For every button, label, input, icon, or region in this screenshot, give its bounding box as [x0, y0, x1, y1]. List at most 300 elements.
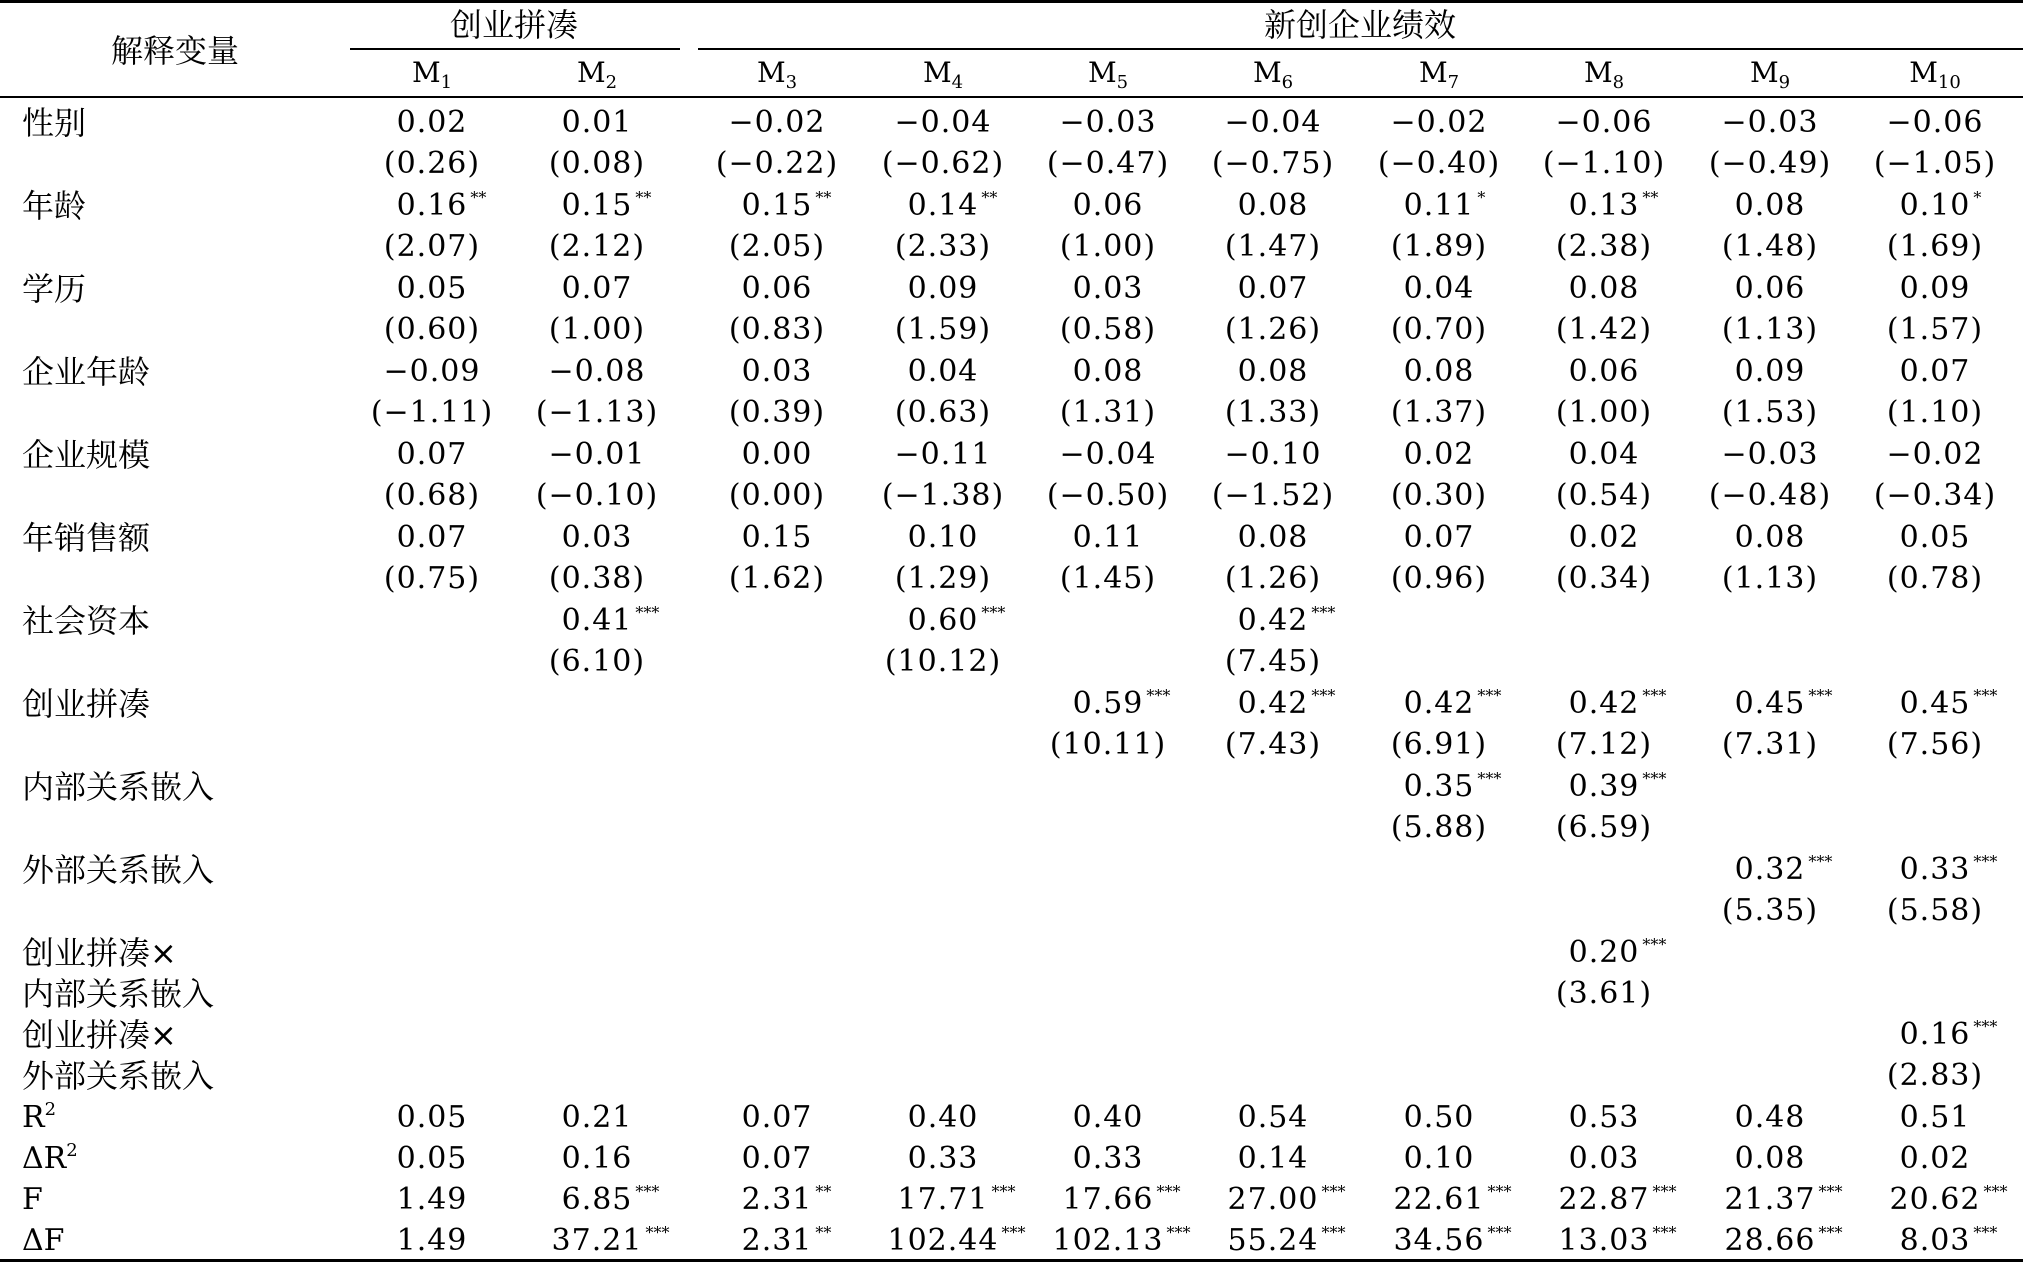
- row-label: 性别: [22, 104, 87, 142]
- stat-cell: [1404, 1099, 1475, 1137]
- t-statistic-cell: (−1.52): [1211, 478, 1335, 513]
- coefficient-cell: [1403, 187, 1486, 225]
- t-statistic-cell: (5.35): [1721, 893, 1819, 928]
- stat-cell: [551, 1222, 670, 1260]
- row-label: 年龄: [22, 187, 87, 225]
- significance-stars: **: [815, 1182, 832, 1201]
- coefficient-value: 0.32: [1734, 852, 1806, 887]
- coefficient-value: 0.42: [1237, 603, 1309, 638]
- t-statistic-cell: (1.29): [894, 561, 992, 596]
- significance-stars: *: [1477, 188, 1486, 207]
- coefficient-value: 0.11: [1403, 188, 1475, 223]
- stat-value: 55.24: [1227, 1223, 1319, 1258]
- model-letter: M: [411, 56, 441, 89]
- coefficient-value: −0.08: [548, 354, 646, 389]
- coefficient-value: 0.04: [1568, 437, 1640, 472]
- t-statistic-cell: (0.38): [548, 561, 646, 596]
- stat-cell: [1558, 1222, 1677, 1260]
- coefficient-value: 0.59: [1072, 686, 1144, 721]
- coefficient-cell: [1060, 436, 1157, 474]
- model-subscript: 5: [1116, 72, 1129, 93]
- coefficient-cell: [1887, 436, 1984, 474]
- t-statistic-cell: (−1.13): [535, 395, 659, 430]
- significance-stars: ***: [1983, 1182, 2008, 1201]
- coefficient-value: 0.07: [1899, 354, 1971, 389]
- t-statistic-cell: (0.83): [728, 312, 826, 347]
- coefficient-cell: [1568, 685, 1667, 723]
- coefficient-cell: [561, 602, 660, 640]
- t-statistic-cell: (0.58): [1059, 312, 1157, 347]
- stat-value: 1.49: [396, 1182, 468, 1217]
- model-subscript: 10: [1937, 72, 1961, 93]
- stat-cell: [887, 1222, 1026, 1260]
- t-statistic-cell: (−1.10): [1542, 146, 1666, 181]
- coefficient-value: 0.09: [1899, 271, 1971, 306]
- stat-label-text: ΔR: [22, 1141, 67, 1176]
- row-label: 创业拼凑×: [22, 1016, 177, 1054]
- stat-value: 6.85: [561, 1182, 633, 1217]
- coefficient-value: 0.06: [741, 271, 813, 306]
- t-statistic-cell: (2.38): [1555, 229, 1653, 264]
- stat-value: 2.31: [741, 1182, 813, 1217]
- model-letter: M: [1087, 56, 1117, 89]
- t-statistic-cell: (1.26): [1224, 561, 1322, 596]
- coefficient-value: −0.09: [383, 354, 481, 389]
- stat-cell: [1899, 1222, 1998, 1260]
- table-header-rule: [0, 96, 2023, 98]
- stat-value: 0.40: [907, 1100, 979, 1135]
- stat-cell: [1735, 1140, 1806, 1178]
- coefficient-cell: [1238, 187, 1309, 225]
- coefficient-value: 0.08: [1734, 520, 1806, 555]
- coefficient-cell: [1238, 519, 1309, 557]
- t-statistic-cell: (0.70): [1390, 312, 1488, 347]
- coefficient-value: 0.02: [396, 105, 468, 140]
- t-statistic-cell: (1.48): [1721, 229, 1819, 264]
- coefficient-value: 0.06: [1734, 271, 1806, 306]
- coefficient-value: 0.60: [907, 603, 979, 638]
- significance-stars: ***: [1808, 686, 1833, 705]
- model-header: [1750, 54, 1790, 92]
- stat-label-superscript: 2: [66, 1140, 78, 1161]
- coefficient-cell: [1403, 768, 1502, 806]
- coefficient-value: 0.07: [1237, 271, 1309, 306]
- coefficient-cell: [1556, 104, 1653, 142]
- coefficient-cell: [1569, 519, 1640, 557]
- model-header: [1088, 54, 1128, 92]
- significance-stars: ***: [1652, 1223, 1677, 1242]
- stat-cell: [1227, 1222, 1346, 1260]
- stat-cell: [908, 1099, 979, 1137]
- group-header-performance: 新创企业绩效: [1263, 6, 1457, 44]
- t-statistic-cell: (1.00): [1059, 229, 1157, 264]
- model-letter: M: [576, 56, 606, 89]
- coefficient-cell: [1403, 685, 1502, 723]
- coefficient-value: −0.04: [1059, 437, 1157, 472]
- stat-cell: [562, 1140, 633, 1178]
- stat-value: 22.61: [1393, 1182, 1485, 1217]
- coefficient-cell: [1072, 685, 1171, 723]
- significance-stars: **: [1642, 188, 1659, 207]
- stat-value: 0.03: [1568, 1141, 1640, 1176]
- significance-stars: **: [981, 188, 998, 207]
- significance-stars: ***: [1642, 769, 1667, 788]
- coefficient-cell: [1735, 353, 1806, 391]
- coefficient-value: 0.41: [561, 603, 633, 638]
- coefficient-cell: [1569, 353, 1640, 391]
- t-statistic-cell: (7.56): [1886, 727, 1984, 762]
- t-statistic-cell: (−0.50): [1046, 478, 1170, 513]
- stat-cell: [1735, 1099, 1806, 1137]
- stat-cell: [1558, 1181, 1677, 1219]
- stat-cell: [1393, 1222, 1512, 1260]
- significance-stars: ***: [1311, 686, 1336, 705]
- t-statistic-cell: (3.61): [1555, 976, 1653, 1011]
- coefficient-cell: [1735, 519, 1806, 557]
- t-statistic-cell: (2.33): [894, 229, 992, 264]
- coefficient-cell: [1899, 851, 1998, 889]
- stat-value: 8.03: [1899, 1223, 1971, 1258]
- significance-stars: ***: [991, 1182, 1016, 1201]
- model-letter: M: [1252, 56, 1282, 89]
- coefficient-cell: [1404, 353, 1475, 391]
- coefficient-value: 0.39: [1568, 769, 1640, 804]
- stat-value: 0.02: [1899, 1141, 1971, 1176]
- significance-stars: ***: [1973, 852, 1998, 871]
- coefficient-cell: [384, 353, 481, 391]
- coefficient-value: −0.06: [1555, 105, 1653, 140]
- coefficient-value: 0.16: [396, 188, 468, 223]
- t-statistic-cell: (1.13): [1721, 561, 1819, 596]
- coefficient-value: 0.03: [561, 520, 633, 555]
- coefficient-value: −0.04: [1224, 105, 1322, 140]
- model-subscript: 8: [1612, 72, 1625, 93]
- coefficient-cell: [1238, 270, 1309, 308]
- t-statistic-cell: (0.54): [1555, 478, 1653, 513]
- t-statistic-cell: (1.00): [548, 312, 646, 347]
- stat-value: 0.33: [907, 1141, 979, 1176]
- significance-stars: ***: [1818, 1223, 1843, 1242]
- t-statistic-cell: (1.00): [1555, 395, 1653, 430]
- significance-stars: **: [635, 188, 652, 207]
- coefficient-cell: [1073, 270, 1144, 308]
- coefficient-value: −0.03: [1721, 437, 1819, 472]
- coefficient-cell: [1404, 270, 1475, 308]
- coefficient-value: 0.10: [907, 520, 979, 555]
- t-statistic-cell: (5.58): [1886, 893, 1984, 928]
- stat-cell: [1724, 1181, 1843, 1219]
- row-label: 外部关系嵌入: [22, 851, 215, 889]
- stat-value: 0.14: [1237, 1141, 1309, 1176]
- model-header: [1419, 54, 1459, 92]
- stat-value: 2.31: [741, 1223, 813, 1258]
- t-statistic-cell: (1.53): [1721, 395, 1819, 430]
- stat-cell: [1227, 1181, 1346, 1219]
- stat-cell: [1073, 1140, 1144, 1178]
- t-statistic-cell: (1.10): [1886, 395, 1984, 430]
- coefficient-cell: [1391, 104, 1488, 142]
- t-statistic-cell: (−0.10): [535, 478, 659, 513]
- stat-label: [22, 1222, 64, 1260]
- t-statistic-cell: (0.39): [728, 395, 826, 430]
- t-statistic-cell: (1.47): [1224, 229, 1322, 264]
- stat-cell: [1900, 1140, 1971, 1178]
- coefficient-value: 0.45: [1899, 686, 1971, 721]
- row-label: 外部关系嵌入: [22, 1057, 215, 1095]
- coefficient-value: 0.08: [1403, 354, 1475, 389]
- coefficient-cell: [397, 436, 468, 474]
- coefficient-cell: [1735, 270, 1806, 308]
- coefficient-cell: [562, 270, 633, 308]
- coefficient-value: −0.02: [728, 105, 826, 140]
- significance-stars: ***: [1973, 1017, 1998, 1036]
- coefficient-cell: [1237, 685, 1336, 723]
- coefficient-cell: [1900, 519, 1971, 557]
- coefficient-value: 0.08: [1237, 520, 1309, 555]
- stat-cell: [1724, 1222, 1843, 1260]
- coefficient-cell: [1722, 436, 1819, 474]
- t-statistic-cell: (0.08): [548, 146, 646, 181]
- stat-cell: [1404, 1140, 1475, 1178]
- stat-value: 0.33: [1072, 1141, 1144, 1176]
- stat-value: 0.48: [1734, 1100, 1806, 1135]
- stat-value: 0.53: [1568, 1100, 1640, 1135]
- stat-label: [22, 1181, 43, 1219]
- t-statistic-cell: (−0.22): [715, 146, 839, 181]
- coefficient-value: 0.35: [1403, 769, 1475, 804]
- t-statistic-cell: (−0.47): [1046, 146, 1170, 181]
- coefficient-cell: [1225, 104, 1322, 142]
- row-label: 内部关系嵌入: [22, 768, 215, 806]
- stat-label-text: ΔF: [22, 1223, 65, 1258]
- coefficient-value: 0.02: [1403, 437, 1475, 472]
- coefficient-cell: [1238, 353, 1309, 391]
- stat-cell: [1393, 1181, 1512, 1219]
- stat-value: 21.37: [1724, 1182, 1816, 1217]
- model-header: [757, 54, 797, 92]
- significance-stars: ***: [1477, 686, 1502, 705]
- significance-stars: ***: [635, 1182, 660, 1201]
- model-subscript: 6: [1281, 72, 1294, 93]
- coefficient-value: 0.33: [1899, 852, 1971, 887]
- coefficient-value: 0.13: [1568, 188, 1640, 223]
- significance-stars: ***: [1642, 686, 1667, 705]
- t-statistic-cell: (1.13): [1721, 312, 1819, 347]
- coefficient-value: 0.42: [1403, 686, 1475, 721]
- coefficient-cell: [907, 602, 1006, 640]
- coefficient-cell: [562, 519, 633, 557]
- stat-cell: [1569, 1099, 1640, 1137]
- coefficient-cell: [908, 270, 979, 308]
- coefficient-cell: [1073, 353, 1144, 391]
- coefficient-value: 0.15: [741, 520, 813, 555]
- significance-stars: ***: [981, 603, 1006, 622]
- model-letter: M: [1418, 56, 1448, 89]
- coefficient-value: 0.03: [1072, 271, 1144, 306]
- t-statistic-cell: (−1.38): [881, 478, 1005, 513]
- stat-cell: [1238, 1099, 1309, 1137]
- t-statistic-cell: (0.63): [894, 395, 992, 430]
- significance-stars: ***: [1973, 686, 1998, 705]
- significance-stars: **: [470, 188, 487, 207]
- significance-stars: ***: [1321, 1182, 1346, 1201]
- stat-value: 13.03: [1558, 1223, 1650, 1258]
- coefficient-cell: [1735, 187, 1806, 225]
- stat-cell: [1569, 1140, 1640, 1178]
- coefficient-value: 0.07: [396, 437, 468, 472]
- stat-value: 22.87: [1558, 1182, 1650, 1217]
- coefficient-value: 0.09: [907, 271, 979, 306]
- stat-cell: [1900, 1099, 1971, 1137]
- significance-stars: ***: [1973, 1223, 1998, 1242]
- significance-stars: ***: [635, 603, 660, 622]
- significance-stars: ***: [1311, 603, 1336, 622]
- t-statistic-cell: (0.34): [1555, 561, 1653, 596]
- t-statistic-cell: (1.89): [1390, 229, 1488, 264]
- coefficient-cell: [1900, 353, 1971, 391]
- model-letter: M: [1749, 56, 1779, 89]
- coefficient-value: 0.08: [1237, 188, 1309, 223]
- coefficient-value: 0.05: [1899, 520, 1971, 555]
- t-statistic-cell: (6.59): [1555, 810, 1653, 845]
- coefficient-value: −0.04: [894, 105, 992, 140]
- significance-stars: ***: [1808, 852, 1833, 871]
- coefficient-value: −0.02: [1390, 105, 1488, 140]
- stat-label: [22, 1140, 78, 1178]
- coefficient-cell: [742, 519, 813, 557]
- model-subscript: 2: [605, 72, 618, 93]
- stat-cell: [397, 1222, 468, 1260]
- stat-value: 0.51: [1899, 1100, 1971, 1135]
- model-subscript: 9: [1778, 72, 1791, 93]
- coefficient-cell: [1568, 187, 1659, 225]
- coefficient-cell: [742, 436, 813, 474]
- stat-cell: [397, 1099, 468, 1137]
- stat-cell: [908, 1140, 979, 1178]
- stub-header: 解释变量: [110, 32, 240, 70]
- model-subscript: 1: [440, 72, 453, 93]
- model-header: [1584, 54, 1624, 92]
- t-statistic-cell: (1.37): [1390, 395, 1488, 430]
- coefficient-value: 0.06: [1568, 354, 1640, 389]
- t-statistic-cell: (2.05): [728, 229, 826, 264]
- coefficient-value: 0.06: [1072, 188, 1144, 223]
- t-statistic-cell: (−0.48): [1708, 478, 1832, 513]
- coefficient-cell: [1722, 104, 1819, 142]
- stat-value: 17.71: [897, 1182, 989, 1217]
- stat-cell: [561, 1181, 660, 1219]
- coefficient-cell: [1899, 685, 1998, 723]
- row-label: 学历: [22, 270, 87, 308]
- stat-cell: [397, 1181, 468, 1219]
- coefficient-value: 0.11: [1072, 520, 1144, 555]
- coefficient-cell: [1568, 768, 1667, 806]
- coefficient-cell: [1073, 187, 1144, 225]
- coefficient-cell: [729, 104, 826, 142]
- coefficient-cell: [562, 104, 633, 142]
- coefficient-value: 0.42: [1237, 686, 1309, 721]
- t-statistic-cell: (0.60): [383, 312, 481, 347]
- coefficient-value: 0.10: [1899, 188, 1971, 223]
- coefficient-cell: [1404, 519, 1475, 557]
- stat-value: 0.07: [741, 1141, 813, 1176]
- stat-cell: [1238, 1140, 1309, 1178]
- row-label: 内部关系嵌入: [22, 975, 215, 1013]
- coefficient-value: 0.02: [1568, 520, 1640, 555]
- t-statistic-cell: (1.57): [1886, 312, 1984, 347]
- stat-cell: [741, 1181, 832, 1219]
- stat-cell: [1889, 1181, 2008, 1219]
- row-label: 创业拼凑×: [22, 934, 177, 972]
- model-subscript: 7: [1447, 72, 1460, 93]
- coefficient-value: 0.07: [561, 271, 633, 306]
- model-letter: M: [1909, 56, 1938, 89]
- coefficient-value: −0.01: [548, 437, 646, 472]
- t-statistic-cell: (0.00): [728, 478, 826, 513]
- significance-stars: **: [815, 1223, 832, 1242]
- significance-stars: ***: [1146, 686, 1171, 705]
- t-statistic-cell: (2.83): [1886, 1058, 1984, 1093]
- stat-value: 1.49: [396, 1223, 468, 1258]
- model-header: [923, 54, 963, 92]
- t-statistic-cell: (1.69): [1886, 229, 1984, 264]
- t-statistic-cell: (1.59): [894, 312, 992, 347]
- coefficient-value: 0.45: [1734, 686, 1806, 721]
- table-top-rule: [0, 0, 2023, 3]
- t-statistic-cell: (7.31): [1721, 727, 1819, 762]
- t-statistic-cell: (0.75): [383, 561, 481, 596]
- row-label: 创业拼凑: [22, 685, 151, 723]
- coefficient-value: 0.03: [741, 354, 813, 389]
- t-statistic-cell: (7.43): [1224, 727, 1322, 762]
- model-letter: M: [756, 56, 786, 89]
- coefficient-cell: [1404, 436, 1475, 474]
- t-statistic-cell: (1.26): [1224, 312, 1322, 347]
- coefficient-value: 0.16: [1899, 1017, 1971, 1052]
- stat-value: 102.13: [1052, 1223, 1164, 1258]
- stat-cell: [897, 1181, 1016, 1219]
- significance-stars: ***: [1477, 769, 1502, 788]
- table-bottom-rule: [0, 1259, 2023, 1262]
- coefficient-value: 0.01: [561, 105, 633, 140]
- t-statistic-cell: (0.26): [383, 146, 481, 181]
- coefficient-value: −0.03: [1721, 105, 1819, 140]
- row-label: 企业规模: [22, 436, 151, 474]
- coefficient-cell: [895, 436, 992, 474]
- stat-value: 37.21: [551, 1223, 643, 1258]
- coefficient-cell: [1887, 104, 1984, 142]
- stat-value: 0.54: [1237, 1100, 1309, 1135]
- t-statistic-cell: (6.10): [548, 644, 646, 679]
- coefficient-cell: [895, 104, 992, 142]
- stat-value: 0.10: [1403, 1141, 1475, 1176]
- t-statistic-cell: (10.12): [884, 644, 1002, 679]
- stat-cell: [742, 1099, 813, 1137]
- coefficient-value: 0.42: [1568, 686, 1640, 721]
- t-statistic-cell: (5.88): [1390, 810, 1488, 845]
- significance-stars: ***: [1001, 1223, 1026, 1242]
- coefficient-value: 0.09: [1734, 354, 1806, 389]
- coefficient-value: 0.04: [907, 354, 979, 389]
- t-statistic-cell: (1.33): [1224, 395, 1322, 430]
- t-statistic-cell: (0.30): [1390, 478, 1488, 513]
- coefficient-cell: [549, 353, 646, 391]
- coefficient-value: 0.15: [741, 188, 813, 223]
- coefficient-value: 0.15: [561, 188, 633, 223]
- coefficient-cell: [561, 187, 652, 225]
- coefficient-value: −0.10: [1224, 437, 1322, 472]
- coefficient-value: 0.14: [907, 188, 979, 223]
